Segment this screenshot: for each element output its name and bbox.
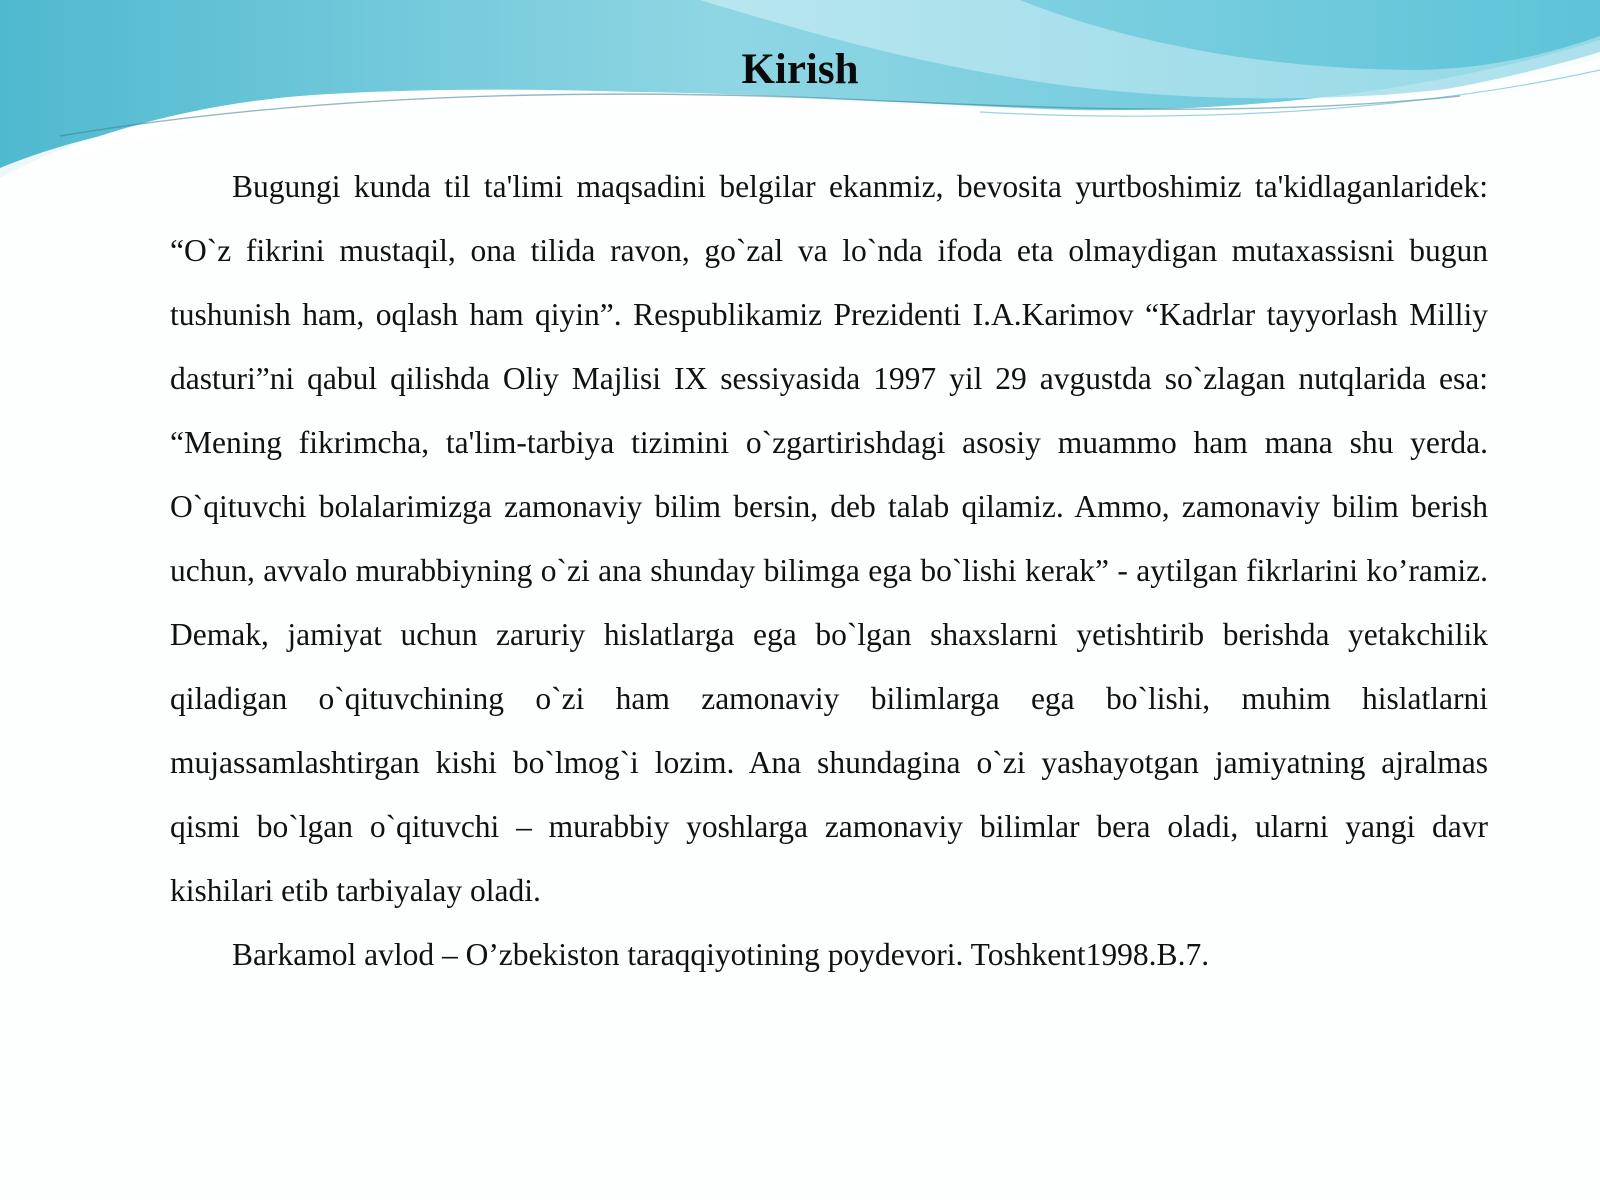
slide-title: Kirish [741, 46, 859, 93]
body-paragraph: Bugungi kunda til ta'limi maqsadini belgilar ekanmiz, bevosita yurtboshimiz ta'kidlaganlaridek: “O`z fikrini mustaqil, ona tilida ravon, go`zal va lo`nda ifoda eta olmaydigan mutaxassisni bugun tushunish ham, oqlash ham qiyin”. Respublikamiz Prezidenti I.A.Karimov “Kadrlar tayyorlash Milliy dasturi”ni qabul qilishda Oliy Majlisi IX sessiyasida 1997 yil 29 avgustda so`zlagan nutqlarida esa: “Mening fikrimcha, ta'lim-tarbiya tizimini o`zgartirishdagi asosiy muammo ham mana shu yerda. O`qituvchi bolalarimizga zamonaviy bilim bersin, deb talab qilamiz. Ammo, zamonaviy bilim berish uchun, avvalo murabbiyning o`zi ana shunday bilimga ega bo`lishi kerak” - aytilgan fikrlarini ko’ramiz. Demak, jamiyat uchun zaruriy hislatlarga ega bo`lgan shaxslarni yetishtirib berishda yetakchilik qiladigan o`qituvchining o`zi ham zamonaviy bilimlarga ega bo`lishi, muhim hislatlarni mujassamlashtirgan kishi bo`lmog`i lozim. Ana shundagina o`zi yashayotgan jamiyatning ajralmas qismi bo`lgan o`qituvchi – murabbiy yoshlarga zamonaviy bilimlar bera oladi, ularni yangi davr kishilari etib tarbiyalay oladi. [170, 169, 1488, 908]
citation-paragraph: Barkamol avlod – O’zbekiston taraqqiyotining poydevori. Toshkent1998.B.7. [232, 937, 1210, 972]
slide-body [170, 155, 1488, 987]
